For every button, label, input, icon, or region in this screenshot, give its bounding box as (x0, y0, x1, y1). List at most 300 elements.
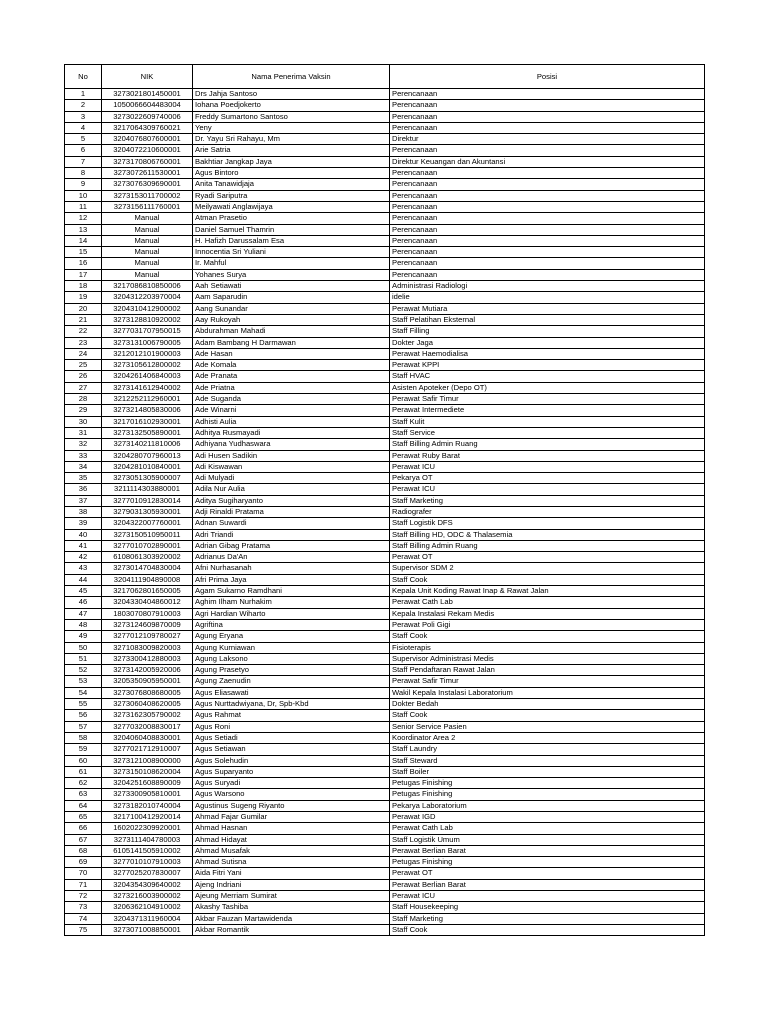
table-row (65, 766, 705, 777)
cell-name: Agung Eryana (193, 631, 390, 642)
cell-nik: 3273141612940002 (102, 382, 193, 393)
cell-name: Agung Laksono (193, 653, 390, 664)
cell-nik: 3204312203970004 (102, 292, 193, 303)
cell-posisi: Staff Cook (390, 710, 705, 721)
table-row (65, 145, 705, 156)
cell-posisi: Perawat Cath Lab (390, 823, 705, 834)
table-row (65, 190, 705, 201)
cell-no: 55 (65, 699, 102, 710)
cell-name: Meilyawati Anglawijaya (193, 201, 390, 212)
cell-no: 54 (65, 687, 102, 698)
cell-no: 12 (65, 213, 102, 224)
cell-posisi: Staff Logistik DFS (390, 518, 705, 529)
cell-no: 15 (65, 247, 102, 258)
cell-no: 10 (65, 190, 102, 201)
cell-posisi: Perencanaan (390, 111, 705, 122)
cell-nik: 3273128810920002 (102, 314, 193, 325)
cell-no: 46 (65, 597, 102, 608)
table-row (65, 224, 705, 235)
cell-no: 16 (65, 258, 102, 269)
cell-nik: 3204281010840001 (102, 461, 193, 472)
cell-no: 52 (65, 665, 102, 676)
cell-posisi: Perawat Mutiara (390, 303, 705, 314)
cell-posisi: Perencanaan (390, 145, 705, 156)
cell-posisi: Staff Billing HD, ODC & Thalasemia (390, 529, 705, 540)
cell-no: 49 (65, 631, 102, 642)
cell-posisi: Perawat IGD (390, 812, 705, 823)
cell-nik: 3273162305790002 (102, 710, 193, 721)
cell-name: Adrian Gibag Pratama (193, 540, 390, 551)
cell-name: Ajeung Merriam Sumirat (193, 891, 390, 902)
cell-nik: 3273153011700002 (102, 190, 193, 201)
table-row (65, 529, 705, 540)
cell-no: 20 (65, 303, 102, 314)
table-row (65, 179, 705, 190)
cell-posisi: Administrasi Radiologi (390, 281, 705, 292)
cell-posisi: Perawat Safir Timur (390, 394, 705, 405)
cell-name: Akbar Fauzan Martawidenda (193, 913, 390, 924)
cell-name: Daniel Samuel Thamrin (193, 224, 390, 235)
table-row (65, 405, 705, 416)
cell-posisi: Dokter Jaga (390, 337, 705, 348)
table-row (65, 812, 705, 823)
table-row (65, 755, 705, 766)
table-row (65, 495, 705, 506)
cell-nik: 3273150510950011 (102, 529, 193, 540)
cell-nik: 3217064309760021 (102, 122, 193, 133)
cell-name: Adri Triandi (193, 529, 390, 540)
cell-name: Ahmad Musafak (193, 845, 390, 856)
cell-name: Agustinus Sugeng Riyanto (193, 800, 390, 811)
cell-nik: 3273142005920006 (102, 665, 193, 676)
cell-no: 57 (65, 721, 102, 732)
cell-posisi: Staff Pendaftaran Rawat Jalan (390, 665, 705, 676)
cell-no: 2 (65, 100, 102, 111)
cell-nik: 3277032008830017 (102, 721, 193, 732)
cell-nik: Manual (102, 224, 193, 235)
cell-no: 25 (65, 360, 102, 371)
cell-name: Agus Nurttadwiyana, Dr, Spb-Kbd (193, 699, 390, 710)
table-row (65, 845, 705, 856)
cell-nik: 3277031707950015 (102, 326, 193, 337)
table-row (65, 800, 705, 811)
cell-no: 73 (65, 902, 102, 913)
table-row (65, 631, 705, 642)
cell-nik: 3277012109780027 (102, 631, 193, 642)
cell-name: Ade Priatna (193, 382, 390, 393)
cell-posisi: Perawat Berlian Barat (390, 845, 705, 856)
cell-posisi: Perawat KPPI (390, 360, 705, 371)
cell-no: 65 (65, 812, 102, 823)
cell-nik: 3204322007760001 (102, 518, 193, 529)
cell-name: Iohana Poedjokerto (193, 100, 390, 111)
cell-nik: 3273051305900007 (102, 473, 193, 484)
cell-nik: Manual (102, 269, 193, 280)
cell-no: 43 (65, 563, 102, 574)
cell-name: Agam Sukarno Ramdhani (193, 586, 390, 597)
cell-nik: 3206362104910002 (102, 902, 193, 913)
cell-no: 41 (65, 540, 102, 551)
cell-name: Ryadi Sariputra (193, 190, 390, 201)
cell-nik: 3273170806760001 (102, 156, 193, 167)
table-row (65, 823, 705, 834)
cell-nik: 3204330404860012 (102, 597, 193, 608)
table-row (65, 416, 705, 427)
cell-posisi: Staff Boiler (390, 766, 705, 777)
cell-nik: 3204354309640002 (102, 879, 193, 890)
cell-no: 42 (65, 552, 102, 563)
cell-posisi: Perencanaan (390, 258, 705, 269)
cell-posisi: Fisioterapis (390, 642, 705, 653)
cell-nik: Manual (102, 213, 193, 224)
table-row (65, 100, 705, 111)
table-row (65, 134, 705, 145)
cell-no: 24 (65, 348, 102, 359)
cell-posisi: Perencanaan (390, 100, 705, 111)
cell-nik: 3273076808680005 (102, 687, 193, 698)
table-row (65, 732, 705, 743)
table-row (65, 868, 705, 879)
cell-nik: 3277021712910007 (102, 744, 193, 755)
table-row (65, 721, 705, 732)
header-posisi: Posisi (390, 65, 705, 89)
cell-nik: 3273076309690001 (102, 179, 193, 190)
table-row (65, 563, 705, 574)
cell-nik: 3273121008900000 (102, 755, 193, 766)
cell-nik: 3277010107910003 (102, 857, 193, 868)
cell-name: Adi Husen Sadikin (193, 450, 390, 461)
cell-nik: 3273140211810006 (102, 439, 193, 450)
table-row (65, 450, 705, 461)
cell-nik: 3205350905950001 (102, 676, 193, 687)
table-row (65, 201, 705, 212)
cell-nik: Manual (102, 235, 193, 246)
cell-posisi: Perawat ICU (390, 891, 705, 902)
cell-no: 22 (65, 326, 102, 337)
header-nik: NIK (102, 65, 193, 89)
table-row (65, 303, 705, 314)
cell-posisi: Staff Cook (390, 924, 705, 935)
table-row (65, 789, 705, 800)
cell-no: 4 (65, 122, 102, 133)
cell-posisi: Perawat Cath Lab (390, 597, 705, 608)
table-row (65, 608, 705, 619)
table-row (65, 258, 705, 269)
cell-name: Abdurahman Mahadi (193, 326, 390, 337)
cell-nik: 1602022309920001 (102, 823, 193, 834)
cell-name: Agus Setiawan (193, 744, 390, 755)
cell-name: Adji Rinaldi Pratama (193, 506, 390, 517)
cell-nik: 3217016102930001 (102, 416, 193, 427)
table-row (65, 89, 705, 100)
cell-nik: 3211114303880001 (102, 484, 193, 495)
cell-nik: 3204261406840003 (102, 371, 193, 382)
cell-no: 33 (65, 450, 102, 461)
cell-posisi: Dokter Bedah (390, 699, 705, 710)
cell-posisi: Perawat ICU (390, 461, 705, 472)
cell-nik: 1050066604483004 (102, 100, 193, 111)
cell-no: 23 (65, 337, 102, 348)
table-row (65, 371, 705, 382)
cell-posisi: Kepala Instalasi Rekam Medis (390, 608, 705, 619)
cell-name: Ade Winarni (193, 405, 390, 416)
cell-no: 59 (65, 744, 102, 755)
cell-nik: 3204251608890009 (102, 778, 193, 789)
cell-name: Adhitya Rusmayadi (193, 427, 390, 438)
cell-name: Afri Prima Jaya (193, 574, 390, 585)
cell-no: 69 (65, 857, 102, 868)
cell-no: 11 (65, 201, 102, 212)
cell-name: Aditya Sugiharyanto (193, 495, 390, 506)
cell-no: 51 (65, 653, 102, 664)
table-row (65, 281, 705, 292)
cell-name: Ade Pranata (193, 371, 390, 382)
cell-posisi: Perencanaan (390, 213, 705, 224)
table-row (65, 473, 705, 484)
cell-name: Aang Sunandar (193, 303, 390, 314)
cell-no: 72 (65, 891, 102, 902)
cell-no: 38 (65, 506, 102, 517)
cell-posisi: Staff Billing Admin Ruang (390, 540, 705, 551)
cell-nik: 3273014704830004 (102, 563, 193, 574)
cell-posisi: Asisten Apoteker (Depo OT) (390, 382, 705, 393)
cell-name: Aida Fitri Yani (193, 868, 390, 879)
cell-no: 70 (65, 868, 102, 879)
cell-name: Ajeng Indriani (193, 879, 390, 890)
table-row (65, 586, 705, 597)
cell-nik: 3204111904890008 (102, 574, 193, 585)
cell-posisi: Staff Logistik Umum (390, 834, 705, 845)
cell-no: 68 (65, 845, 102, 856)
cell-posisi: Supervisor SDM 2 (390, 563, 705, 574)
cell-no: 74 (65, 913, 102, 924)
cell-name: Agung Zaenudin (193, 676, 390, 687)
cell-no: 3 (65, 111, 102, 122)
header-no: No (65, 65, 102, 89)
cell-no: 5 (65, 134, 102, 145)
cell-posisi: Perawat Poli Gigi (390, 619, 705, 630)
cell-nik: 3273131006790005 (102, 337, 193, 348)
cell-no: 17 (65, 269, 102, 280)
cell-no: 21 (65, 314, 102, 325)
cell-name: Ahmad Sutisna (193, 857, 390, 868)
cell-name: Agus Warsono (193, 789, 390, 800)
table-row (65, 552, 705, 563)
cell-nik: 3217062801650005 (102, 586, 193, 597)
cell-posisi: Perawat ICU (390, 484, 705, 495)
cell-no: 63 (65, 789, 102, 800)
cell-name: Aay Rukoyah (193, 314, 390, 325)
cell-nik: 3204060408830001 (102, 732, 193, 743)
cell-name: Ahmad Hidayat (193, 834, 390, 845)
cell-name: Dr. Yayu Sri Rahayu, Mm (193, 134, 390, 145)
cell-name: Adhiyana Yudhaswara (193, 439, 390, 450)
cell-posisi: Perencanaan (390, 247, 705, 258)
cell-posisi: Perencanaan (390, 224, 705, 235)
table-row (65, 461, 705, 472)
cell-posisi: Staff Cook (390, 631, 705, 642)
cell-posisi: Perencanaan (390, 235, 705, 246)
cell-no: 35 (65, 473, 102, 484)
cell-no: 9 (65, 179, 102, 190)
cell-nik: 3204072210600001 (102, 145, 193, 156)
cell-posisi: Radiografer (390, 506, 705, 517)
cell-name: Atman Prasetio (193, 213, 390, 224)
cell-nik: 3273105612800002 (102, 360, 193, 371)
cell-nik: 6108061303920002 (102, 552, 193, 563)
cell-nik: 3273021801450001 (102, 89, 193, 100)
table-row (65, 156, 705, 167)
header-row (65, 65, 705, 89)
cell-name: Afni Nurhasanah (193, 563, 390, 574)
cell-no: 7 (65, 156, 102, 167)
table-row (65, 665, 705, 676)
cell-posisi: Perencanaan (390, 122, 705, 133)
cell-posisi: Direktur Keuangan dan Akuntansi (390, 156, 705, 167)
cell-no: 37 (65, 495, 102, 506)
cell-posisi: Staff Marketing (390, 495, 705, 506)
cell-name: Agus Solehudin (193, 755, 390, 766)
table-row (65, 540, 705, 551)
cell-posisi: Wakil Kepala Instalasi Laboratorium (390, 687, 705, 698)
cell-name: Yohanes Surya (193, 269, 390, 280)
cell-nik: 3204076807600001 (102, 134, 193, 145)
cell-no: 48 (65, 619, 102, 630)
cell-no: 8 (65, 168, 102, 179)
cell-nik: Manual (102, 258, 193, 269)
table-body (65, 89, 705, 936)
cell-no: 6 (65, 145, 102, 156)
table-row (65, 314, 705, 325)
cell-no: 40 (65, 529, 102, 540)
cell-posisi: Staff Billing Admin Ruang (390, 439, 705, 450)
table-row (65, 857, 705, 868)
cell-name: Agri Hardian Wiharto (193, 608, 390, 619)
cell-name: Agus Setiadi (193, 732, 390, 743)
cell-name: Bakhtiar Jangkap Jaya (193, 156, 390, 167)
cell-posisi: Perencanaan (390, 179, 705, 190)
cell-nik: 3279031305930001 (102, 506, 193, 517)
cell-name: Agriftina (193, 619, 390, 630)
cell-nik: 3273132505890001 (102, 427, 193, 438)
cell-posisi: Petugas Finishing (390, 789, 705, 800)
table-row (65, 699, 705, 710)
cell-posisi: Perawat OT (390, 868, 705, 879)
table-row (65, 710, 705, 721)
cell-posisi: Staff Service (390, 427, 705, 438)
cell-name: Yeny (193, 122, 390, 133)
cell-no: 26 (65, 371, 102, 382)
cell-no: 29 (65, 405, 102, 416)
cell-no: 67 (65, 834, 102, 845)
table-row (65, 902, 705, 913)
cell-name: Adam Bambang H Darmawan (193, 337, 390, 348)
cell-nik: 3273022609740006 (102, 111, 193, 122)
cell-no: 31 (65, 427, 102, 438)
cell-name: Agus Suparyanto (193, 766, 390, 777)
cell-posisi: Perencanaan (390, 168, 705, 179)
cell-posisi: idelie (390, 292, 705, 303)
cell-no: 13 (65, 224, 102, 235)
cell-posisi: Staff HVAC (390, 371, 705, 382)
cell-no: 56 (65, 710, 102, 721)
cell-posisi: Staff Pelatihan Eksternal (390, 314, 705, 325)
table-row (65, 924, 705, 935)
table-row (65, 360, 705, 371)
table-row (65, 111, 705, 122)
table-row (65, 744, 705, 755)
cell-name: Adhisti Aulia (193, 416, 390, 427)
cell-posisi: Perencanaan (390, 89, 705, 100)
cell-nik: 3273300412880003 (102, 653, 193, 664)
table-row (65, 574, 705, 585)
cell-nik: Manual (102, 247, 193, 258)
cell-nik: 3273150108620004 (102, 766, 193, 777)
cell-name: Ade Komala (193, 360, 390, 371)
cell-name: Adrianus Da'An (193, 552, 390, 563)
cell-name: Ahmad Hasnan (193, 823, 390, 834)
cell-posisi: Perencanaan (390, 190, 705, 201)
cell-nik: 3273156111760001 (102, 201, 193, 212)
cell-name: Agus Bintoro (193, 168, 390, 179)
cell-posisi: Perencanaan (390, 269, 705, 280)
table-row (65, 484, 705, 495)
table-row (65, 326, 705, 337)
vaccine-recipient-table (64, 64, 705, 936)
cell-nik: 3273111404780003 (102, 834, 193, 845)
cell-nik: 3273124609870009 (102, 619, 193, 630)
cell-name: Aghim Ilham Nurhakim (193, 597, 390, 608)
cell-nik: 3271083009820003 (102, 642, 193, 653)
cell-posisi: Perawat Safir Timur (390, 676, 705, 687)
cell-name: Drs Jahja Santoso (193, 89, 390, 100)
cell-nik: 3277010702890001 (102, 540, 193, 551)
cell-name: Adi Mulyadi (193, 473, 390, 484)
cell-posisi: Pekarya OT (390, 473, 705, 484)
cell-nik: 3273060408620005 (102, 699, 193, 710)
cell-no: 66 (65, 823, 102, 834)
cell-posisi: Senior Service Pasien (390, 721, 705, 732)
cell-no: 28 (65, 394, 102, 405)
cell-name: Agus Roni (193, 721, 390, 732)
cell-no: 19 (65, 292, 102, 303)
cell-no: 36 (65, 484, 102, 495)
cell-posisi: Staff Kulit (390, 416, 705, 427)
table-row (65, 213, 705, 224)
cell-no: 30 (65, 416, 102, 427)
table-row (65, 687, 705, 698)
cell-nik: 3273214805830006 (102, 405, 193, 416)
cell-nik: 3273182010740004 (102, 800, 193, 811)
cell-no: 71 (65, 879, 102, 890)
cell-posisi: Perawat OT (390, 552, 705, 563)
table-row (65, 619, 705, 630)
table-row (65, 337, 705, 348)
cell-posisi: Staff Laundry (390, 744, 705, 755)
cell-posisi: Perawat Berlian Barat (390, 879, 705, 890)
cell-nik: 3204310412900002 (102, 303, 193, 314)
cell-name: Akbar Romantik (193, 924, 390, 935)
table-row (65, 653, 705, 664)
table-row (65, 382, 705, 393)
cell-nik: 3212252112960001 (102, 394, 193, 405)
cell-nik: 3212012101900003 (102, 348, 193, 359)
cell-no: 18 (65, 281, 102, 292)
table-row (65, 427, 705, 438)
cell-no: 75 (65, 924, 102, 935)
cell-nik: 3217100412920014 (102, 812, 193, 823)
cell-posisi: Petugas Finishing (390, 778, 705, 789)
